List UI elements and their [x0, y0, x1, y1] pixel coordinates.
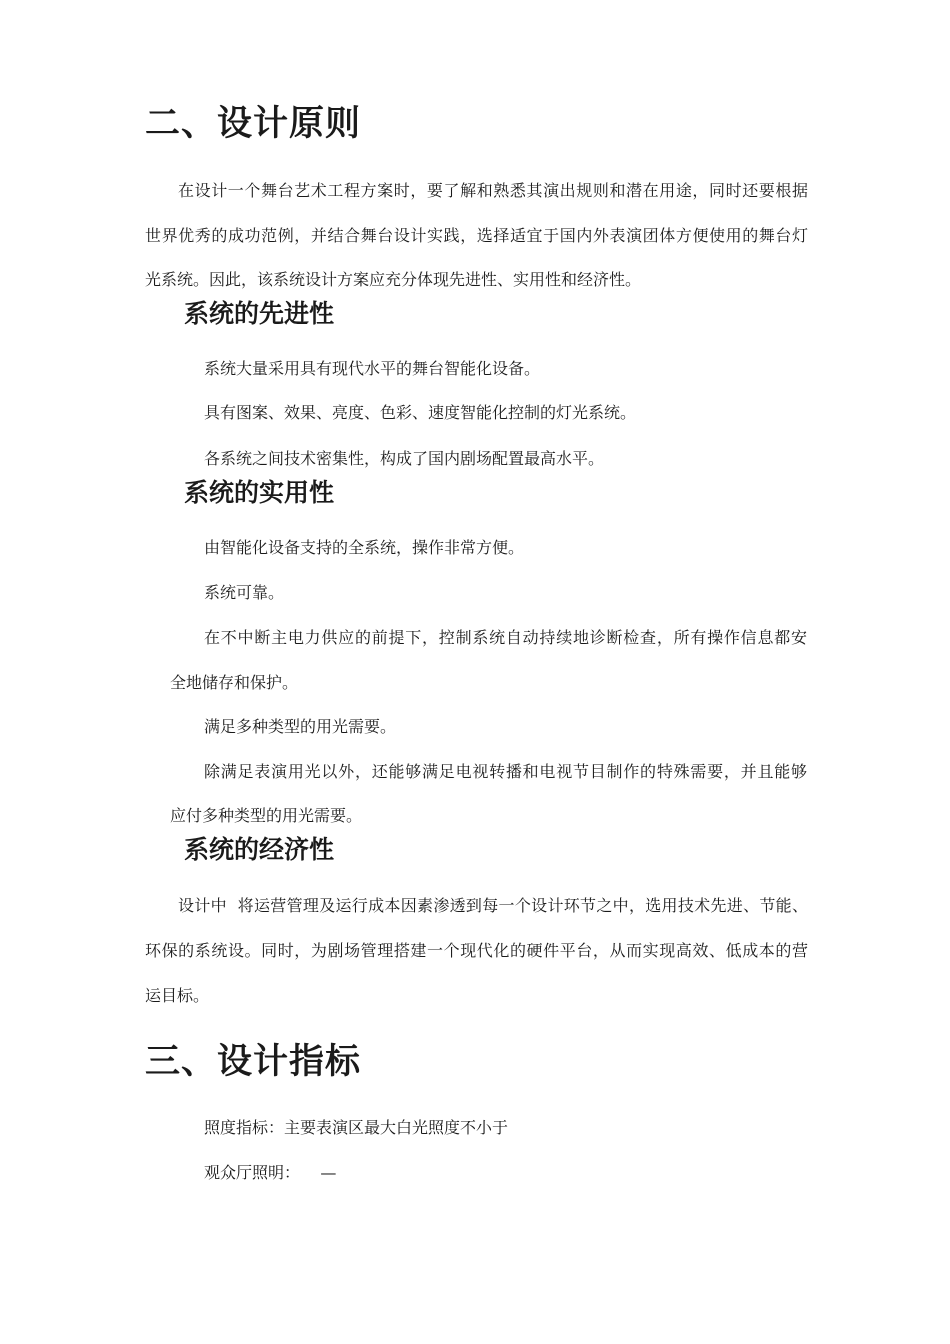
practical-item-5-cont: 应付多种类型的用光需要。 [170, 806, 363, 825]
section-title-design-principles: 二、设计原则 [145, 103, 362, 144]
section-title-design-indicators: 三、设计指标 [145, 1041, 362, 1082]
advanced-item-1: 系统大量采用具有现代水平的舞台智能化设备。 [204, 359, 541, 378]
practical-item-4: 满足多种类型的用光需要。 [204, 717, 397, 736]
subsection-title-economy: 系统的经济性 [184, 835, 335, 864]
practical-item-2: 系统可靠。 [204, 583, 285, 602]
practical-item-3-cont: 全地储存和保护。 [170, 673, 299, 692]
practical-item-1: 由智能化设备支持的全系统，操作非常方便。 [204, 538, 525, 557]
subsection-title-practical: 系统的实用性 [184, 478, 335, 507]
advanced-item-2: 具有图案、效果、亮度、色彩、速度智能化控制的灯光系统。 [204, 403, 637, 422]
practical-item-3: 在不中断主电力供应的前提下，控制系统自动持续地诊断检查，所有操作信息都安 [204, 628, 807, 647]
indicator-auditorium-lighting: 观众厅照明： — [204, 1163, 337, 1182]
economy-line-3: 运目标。 [145, 986, 210, 1005]
intro-line-2: 世界优秀的成功范例，并结合舞台设计实践，选择适宜于国内外表演团体方便使用的舞台灯 [145, 226, 808, 245]
practical-item-5: 除满足表演用光以外，还能够满足电视转播和电视节目制作的特殊需要，并且能够 [204, 762, 807, 781]
advanced-item-3: 各系统之间技术密集性，构成了国内剧场配置最高水平。 [204, 449, 605, 468]
economy-line-1: 设计中 将运营管理及运行成本因素渗透到每一个设计环节之中，选用技术先进、节能、 [178, 896, 808, 915]
subsection-title-advanced: 系统的先进性 [184, 299, 335, 328]
indicator-illuminance: 照度指标：主要表演区最大白光照度不小于 [204, 1118, 509, 1137]
intro-line-1: 在设计一个舞台艺术工程方案时，要了解和熟悉其演出规则和潜在用途，同时还要根据 [178, 181, 808, 200]
intro-line-3: 光系统。因此，该系统设计方案应充分体现先进性、实用性和经济性。 [145, 270, 642, 289]
economy-line-2: 环保的系统设。同时，为剧场管理搭建一个现代化的硬件平台，从而实现高效、低成本的营 [145, 941, 808, 960]
